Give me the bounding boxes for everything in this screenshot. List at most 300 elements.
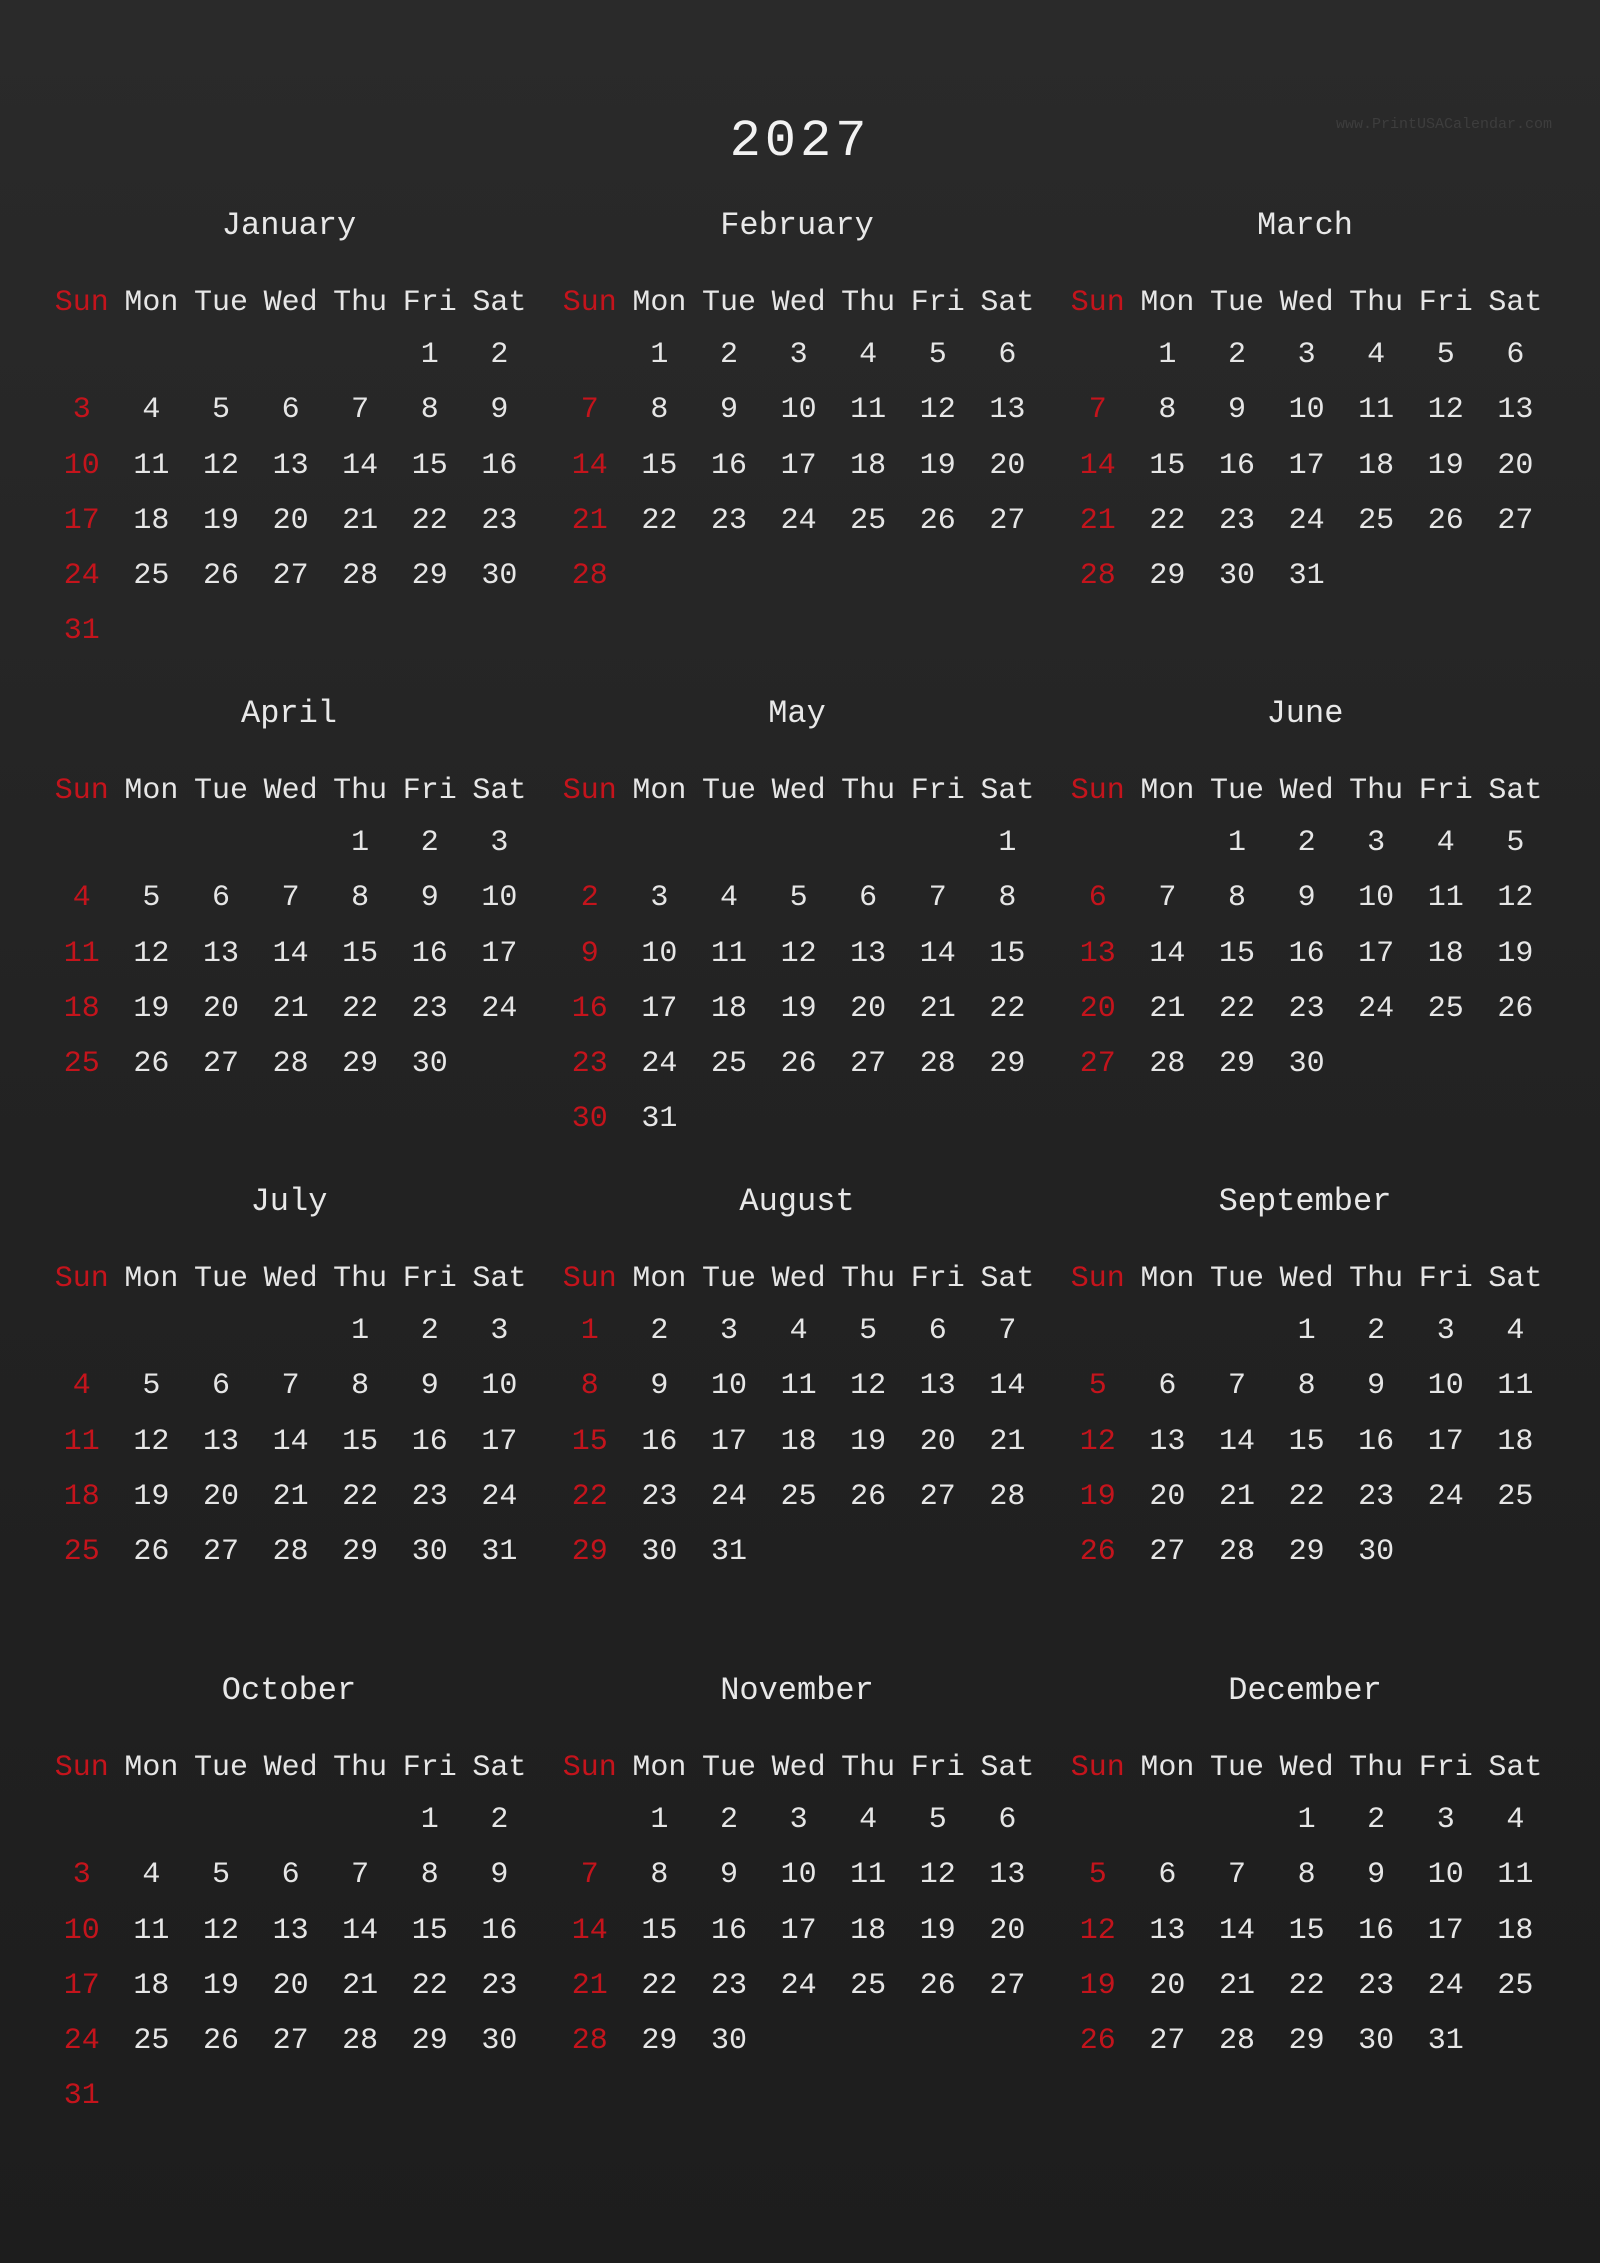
- day-cell: 11: [1427, 881, 1464, 916]
- watermark: www.PrintUSACalendar.com: [1335, 116, 1552, 133]
- day-cell: 21: [342, 1968, 379, 2003]
- day-cell: 5: [1506, 826, 1525, 860]
- day-cell: 30: [1358, 2024, 1395, 2059]
- weekday-header: Wed: [771, 1262, 826, 1296]
- day-cell: 27: [202, 1535, 239, 1570]
- weekday-header: Tue: [701, 286, 756, 320]
- day-cell: 7: [998, 1314, 1017, 1348]
- month-name: April: [240, 695, 337, 732]
- day-cell: 11: [780, 1369, 817, 1404]
- day-cell: 6: [1158, 1369, 1177, 1404]
- day-cell: 10: [780, 1858, 817, 1893]
- day-cell: 8: [998, 881, 1017, 916]
- weekday-header: Sat: [980, 286, 1035, 320]
- day-cell: 15: [1288, 1424, 1325, 1459]
- sunday-day-cell: 4: [72, 881, 91, 916]
- weekday-header: Tue: [1209, 286, 1264, 320]
- day-cell: 12: [780, 936, 817, 971]
- day-cell: 22: [641, 1968, 678, 2003]
- day-cell: 9: [490, 393, 509, 428]
- day-cell: 16: [710, 448, 747, 483]
- weekday-header: Wed: [1279, 1751, 1334, 1785]
- sunday-day-cell: 2: [580, 881, 599, 916]
- weekday-header: Sat: [1488, 286, 1543, 320]
- month-name: December: [1228, 1672, 1382, 1709]
- empty-day-cell: [256, 328, 326, 383]
- weekday-header: Sat: [980, 1751, 1035, 1785]
- day-cell: 8: [420, 1858, 439, 1893]
- day-cell: 1: [650, 1803, 669, 1837]
- day-cell: 5: [789, 881, 808, 916]
- day-cell: 16: [1218, 448, 1255, 483]
- day-cell: 8: [351, 881, 370, 916]
- day-cell: 14: [1149, 936, 1186, 971]
- day-cell: 18: [780, 1424, 817, 1459]
- sunday-day-cell: 21: [571, 503, 608, 538]
- day-cell: 18: [133, 503, 170, 538]
- sunday-day-cell: 11: [63, 936, 100, 971]
- sunday-day-cell: 16: [571, 991, 608, 1026]
- day-grid: [47, 766, 531, 1092]
- day-cell: 18: [133, 1968, 170, 2003]
- day-cell: 22: [1218, 991, 1255, 1026]
- day-cell: 8: [1158, 393, 1177, 428]
- empty-day-cell: [47, 816, 117, 871]
- sunday-day-cell: 21: [1079, 503, 1116, 538]
- empty-day-cell: [1063, 816, 1133, 871]
- sunday-day-cell: 3: [72, 393, 91, 428]
- day-cell: 24: [641, 1047, 678, 1082]
- day-cell: 30: [481, 2024, 518, 2059]
- day-cell: 9: [719, 393, 738, 428]
- sunday-day-cell: 23: [571, 1047, 608, 1082]
- day-grid: [47, 1743, 531, 2125]
- day-cell: 6: [281, 393, 300, 428]
- day-cell: 20: [202, 991, 239, 1026]
- sunday-day-cell: 14: [571, 1913, 608, 1948]
- day-cell: 21: [342, 503, 379, 538]
- day-cell: 12: [919, 1858, 956, 1893]
- day-cell: 24: [780, 503, 817, 538]
- day-cell: 1: [420, 338, 439, 372]
- day-cell: 4: [859, 1803, 878, 1837]
- weekday-header: Fri: [910, 1262, 965, 1296]
- day-cell: 26: [1427, 503, 1464, 538]
- day-cell: 3: [1436, 1803, 1455, 1837]
- weekday-header: Fri: [1418, 1751, 1473, 1785]
- day-cell: 13: [272, 448, 309, 483]
- weekday-header: Wed: [263, 286, 318, 320]
- weekday-header: Tue: [193, 774, 248, 808]
- empty-day-cell: [117, 1304, 187, 1359]
- empty-day-cell: [1063, 1304, 1133, 1359]
- day-cell: 25: [710, 1047, 747, 1082]
- day-cell: 6: [281, 1858, 300, 1893]
- day-cell: 4: [1367, 338, 1386, 372]
- day-cell: 5: [142, 1369, 161, 1404]
- day-cell: 22: [989, 991, 1026, 1026]
- sunday-day-cell: 5: [1088, 1858, 1107, 1893]
- day-cell: 5: [211, 393, 230, 428]
- day-cell: 1: [1227, 826, 1246, 860]
- sunday-day-cell: 22: [571, 1479, 608, 1514]
- day-cell: 30: [1218, 559, 1255, 594]
- empty-day-cell: [47, 1304, 117, 1359]
- sunday-day-cell: 10: [63, 1913, 100, 1948]
- day-cell: 30: [481, 559, 518, 594]
- day-cell: 15: [641, 1913, 678, 1948]
- weekday-header: Fri: [402, 286, 457, 320]
- day-cell: 30: [710, 2024, 747, 2059]
- day-cell: 16: [641, 1424, 678, 1459]
- empty-day-cell: [186, 816, 256, 871]
- day-cell: 8: [650, 393, 669, 428]
- month-name: October: [221, 1672, 357, 1709]
- day-cell: 9: [650, 1369, 669, 1404]
- day-cell: 19: [919, 1913, 956, 1948]
- day-cell: 29: [641, 2024, 678, 2059]
- day-cell: 31: [641, 1102, 678, 1137]
- day-cell: 20: [989, 448, 1026, 483]
- day-cell: 21: [1218, 1479, 1255, 1514]
- day-cell: 4: [142, 393, 161, 428]
- weekday-header: Tue: [1209, 1751, 1264, 1785]
- day-cell: 17: [641, 991, 678, 1026]
- day-cell: 6: [859, 881, 878, 916]
- day-cell: 16: [481, 448, 518, 483]
- day-cell: 27: [850, 1047, 887, 1082]
- day-cell: 22: [1288, 1479, 1325, 1514]
- day-cell: 16: [1358, 1913, 1395, 1948]
- month-name: November: [720, 1672, 874, 1709]
- day-cell: 13: [202, 936, 239, 971]
- day-cell: 28: [272, 1047, 309, 1082]
- weekday-header: Sat: [980, 774, 1035, 808]
- day-cell: 2: [1297, 826, 1316, 860]
- weekday-header: Sun: [54, 1262, 109, 1296]
- sunday-day-cell: 28: [1079, 559, 1116, 594]
- day-cell: 29: [411, 559, 448, 594]
- day-cell: 30: [641, 1535, 678, 1570]
- empty-day-cell: [117, 816, 187, 871]
- sunday-day-cell: 13: [1079, 936, 1116, 971]
- month-name: August: [739, 1183, 855, 1220]
- day-cell: 27: [989, 503, 1026, 538]
- day-cell: 16: [481, 1913, 518, 1948]
- weekday-header: Wed: [1279, 1262, 1334, 1296]
- day-cell: 24: [1427, 1479, 1464, 1514]
- empty-day-cell: [117, 1793, 187, 1848]
- sunday-day-cell: 24: [63, 2024, 100, 2059]
- day-cell: 7: [281, 1369, 300, 1404]
- weekday-header: Mon: [632, 774, 687, 808]
- weekday-header: Sun: [562, 1751, 617, 1785]
- empty-day-cell: [555, 1793, 625, 1848]
- weekday-header: Sun: [1070, 774, 1125, 808]
- empty-day-cell: [47, 1793, 117, 1848]
- empty-day-cell: [764, 816, 834, 871]
- day-cell: 12: [1427, 393, 1464, 428]
- day-cell: 14: [272, 936, 309, 971]
- day-cell: 30: [411, 1535, 448, 1570]
- day-grid: [1063, 766, 1547, 1092]
- month-name: March: [1256, 207, 1353, 244]
- day-cell: 2: [1227, 338, 1246, 372]
- day-cell: 20: [272, 1968, 309, 2003]
- empty-day-cell: [694, 816, 764, 871]
- day-cell: 13: [1149, 1424, 1186, 1459]
- day-cell: 14: [1218, 1913, 1255, 1948]
- day-cell: 24: [1358, 991, 1395, 1026]
- weekday-header: Tue: [193, 1751, 248, 1785]
- day-cell: 27: [202, 1047, 239, 1082]
- day-cell: 18: [1497, 1913, 1534, 1948]
- sunday-day-cell: 28: [571, 2024, 608, 2059]
- sunday-day-cell: 19: [1079, 1968, 1116, 2003]
- day-cell: 2: [490, 1803, 509, 1837]
- day-cell: 25: [850, 1968, 887, 2003]
- month-name: May: [768, 695, 826, 732]
- empty-day-cell: [1202, 1304, 1272, 1359]
- day-cell: 9: [719, 1858, 738, 1893]
- day-cell: 29: [411, 2024, 448, 2059]
- sunday-day-cell: 31: [63, 614, 100, 649]
- day-cell: 23: [1288, 991, 1325, 1026]
- day-cell: 11: [1358, 393, 1395, 428]
- weekday-header: Fri: [402, 774, 457, 808]
- day-cell: 28: [1149, 1047, 1186, 1082]
- day-cell: 22: [1288, 1968, 1325, 2003]
- day-cell: 22: [641, 503, 678, 538]
- day-cell: 5: [928, 1803, 947, 1837]
- weekday-header: Mon: [1140, 1262, 1195, 1296]
- day-cell: 19: [850, 1424, 887, 1459]
- day-grid: [555, 1743, 1039, 2069]
- day-cell: 13: [1149, 1913, 1186, 1948]
- day-cell: 26: [202, 559, 239, 594]
- day-cell: 2: [719, 1803, 738, 1837]
- day-cell: 23: [1358, 1968, 1395, 2003]
- day-cell: 13: [989, 1858, 1026, 1893]
- day-cell: 10: [780, 393, 817, 428]
- sunday-day-cell: 19: [1079, 1479, 1116, 1514]
- weekday-header: Sat: [472, 1751, 527, 1785]
- day-cell: 11: [710, 936, 747, 971]
- month-november: [555, 1671, 1039, 2069]
- day-cell: 29: [989, 1047, 1026, 1082]
- day-cell: 10: [641, 936, 678, 971]
- day-grid: [47, 1254, 531, 1580]
- empty-day-cell: [1133, 1793, 1203, 1848]
- day-cell: 1: [998, 826, 1017, 860]
- weekday-header: Sat: [472, 1262, 527, 1296]
- day-cell: 23: [710, 1968, 747, 2003]
- month-may: [555, 694, 1039, 1148]
- sunday-day-cell: 24: [63, 559, 100, 594]
- day-cell: 28: [1218, 2024, 1255, 2059]
- day-cell: 1: [1297, 1803, 1316, 1837]
- month-march: [1063, 206, 1547, 604]
- day-cell: 3: [789, 338, 808, 372]
- sunday-day-cell: 25: [63, 1047, 100, 1082]
- day-cell: 27: [272, 2024, 309, 2059]
- day-cell: 3: [490, 1314, 509, 1348]
- weekday-header: Fri: [1418, 286, 1473, 320]
- month-january: [47, 206, 531, 660]
- month-december: [1063, 1671, 1547, 2069]
- day-cell: 7: [1158, 881, 1177, 916]
- day-cell: 23: [481, 1968, 518, 2003]
- day-cell: 31: [1288, 559, 1325, 594]
- sunday-day-cell: 7: [1088, 393, 1107, 428]
- day-cell: 14: [919, 936, 956, 971]
- day-cell: 20: [1149, 1968, 1186, 2003]
- day-cell: 19: [202, 1968, 239, 2003]
- day-cell: 2: [1367, 1314, 1386, 1348]
- sunday-day-cell: 4: [72, 1369, 91, 1404]
- day-cell: 20: [1497, 448, 1534, 483]
- day-cell: 10: [710, 1369, 747, 1404]
- day-cell: 10: [1358, 881, 1395, 916]
- weekday-header: Sun: [562, 286, 617, 320]
- day-cell: 23: [481, 503, 518, 538]
- empty-day-cell: [117, 328, 187, 383]
- day-cell: 15: [342, 936, 379, 971]
- sunday-day-cell: 6: [1088, 881, 1107, 916]
- day-cell: 30: [411, 1047, 448, 1082]
- sunday-day-cell: 14: [571, 448, 608, 483]
- day-cell: 17: [481, 1424, 518, 1459]
- day-grid: [1063, 1743, 1547, 2069]
- day-cell: 25: [850, 503, 887, 538]
- day-cell: 8: [351, 1369, 370, 1404]
- day-cell: 18: [1497, 1424, 1534, 1459]
- day-cell: 23: [641, 1479, 678, 1514]
- empty-day-cell: [186, 1304, 256, 1359]
- weekday-header: Tue: [193, 286, 248, 320]
- weekday-header: Tue: [193, 1262, 248, 1296]
- day-cell: 29: [342, 1535, 379, 1570]
- day-cell: 3: [1436, 1314, 1455, 1348]
- day-cell: 10: [1427, 1369, 1464, 1404]
- day-cell: 18: [1427, 936, 1464, 971]
- weekday-header: Mon: [124, 1751, 179, 1785]
- day-cell: 3: [650, 881, 669, 916]
- day-cell: 1: [1158, 338, 1177, 372]
- day-cell: 26: [850, 1479, 887, 1514]
- day-cell: 1: [351, 826, 370, 860]
- day-cell: 29: [342, 1047, 379, 1082]
- day-cell: 17: [780, 1913, 817, 1948]
- empty-day-cell: [186, 1793, 256, 1848]
- sunday-day-cell: 3: [72, 1858, 91, 1893]
- day-cell: 9: [490, 1858, 509, 1893]
- day-cell: 6: [928, 1314, 947, 1348]
- weekday-header: Tue: [701, 1751, 756, 1785]
- weekday-header: Mon: [1140, 774, 1195, 808]
- day-cell: 12: [850, 1369, 887, 1404]
- day-cell: 6: [998, 338, 1017, 372]
- day-grid: [555, 766, 1039, 1148]
- day-cell: 19: [133, 991, 170, 1026]
- day-cell: 18: [850, 448, 887, 483]
- empty-day-cell: [1133, 1304, 1203, 1359]
- day-cell: 31: [1427, 2024, 1464, 2059]
- day-cell: 19: [133, 1479, 170, 1514]
- day-cell: 6: [1506, 338, 1525, 372]
- weekday-header: Thu: [1349, 1262, 1404, 1296]
- day-cell: 26: [133, 1047, 170, 1082]
- day-cell: 21: [919, 991, 956, 1026]
- weekday-header: Thu: [333, 1751, 388, 1785]
- month-name: July: [250, 1183, 328, 1220]
- day-cell: 22: [342, 991, 379, 1026]
- empty-day-cell: [1202, 1793, 1272, 1848]
- sunday-day-cell: 7: [580, 1858, 599, 1893]
- day-cell: 12: [202, 448, 239, 483]
- sunday-day-cell: 28: [571, 559, 608, 594]
- day-cell: 18: [710, 991, 747, 1026]
- day-cell: 9: [1367, 1858, 1386, 1893]
- weekday-header: Mon: [632, 286, 687, 320]
- empty-day-cell: [555, 816, 625, 871]
- day-cell: 14: [1218, 1424, 1255, 1459]
- day-cell: 23: [1358, 1479, 1395, 1514]
- month-july: [47, 1182, 531, 1580]
- day-cell: 20: [919, 1424, 956, 1459]
- empty-day-cell: [47, 328, 117, 383]
- day-cell: 3: [1297, 338, 1316, 372]
- empty-day-cell: [625, 816, 695, 871]
- weekday-header: Mon: [1140, 286, 1195, 320]
- day-cell: 9: [1297, 881, 1316, 916]
- weekday-header: Sun: [1070, 1751, 1125, 1785]
- day-cell: 19: [1497, 936, 1534, 971]
- day-cell: 12: [202, 1913, 239, 1948]
- day-cell: 23: [411, 1479, 448, 1514]
- day-cell: 30: [1288, 1047, 1325, 1082]
- day-cell: 21: [1149, 991, 1186, 1026]
- day-cell: 26: [202, 2024, 239, 2059]
- day-cell: 2: [420, 1314, 439, 1348]
- day-cell: 25: [1358, 503, 1395, 538]
- day-cell: 25: [1497, 1479, 1534, 1514]
- weekday-header: Thu: [1349, 286, 1404, 320]
- day-cell: 4: [719, 881, 738, 916]
- day-cell: 4: [142, 1858, 161, 1893]
- day-cell: 2: [490, 338, 509, 372]
- day-cell: 30: [1358, 1535, 1395, 1570]
- day-cell: 24: [710, 1479, 747, 1514]
- day-cell: 12: [919, 393, 956, 428]
- empty-day-cell: [256, 1304, 326, 1359]
- day-cell: 29: [1288, 2024, 1325, 2059]
- day-cell: 14: [342, 448, 379, 483]
- weekday-header: Sun: [54, 286, 109, 320]
- day-cell: 10: [1288, 393, 1325, 428]
- weekday-header: Thu: [841, 1262, 896, 1296]
- day-cell: 19: [780, 991, 817, 1026]
- weekday-header: Wed: [263, 1262, 318, 1296]
- sunday-day-cell: 14: [1079, 448, 1116, 483]
- sunday-day-cell: 10: [63, 448, 100, 483]
- day-cell: 10: [481, 881, 518, 916]
- empty-day-cell: [186, 328, 256, 383]
- day-cell: 15: [641, 448, 678, 483]
- day-cell: 17: [481, 936, 518, 971]
- sunday-day-cell: 12: [1079, 1424, 1116, 1459]
- day-cell: 13: [989, 393, 1026, 428]
